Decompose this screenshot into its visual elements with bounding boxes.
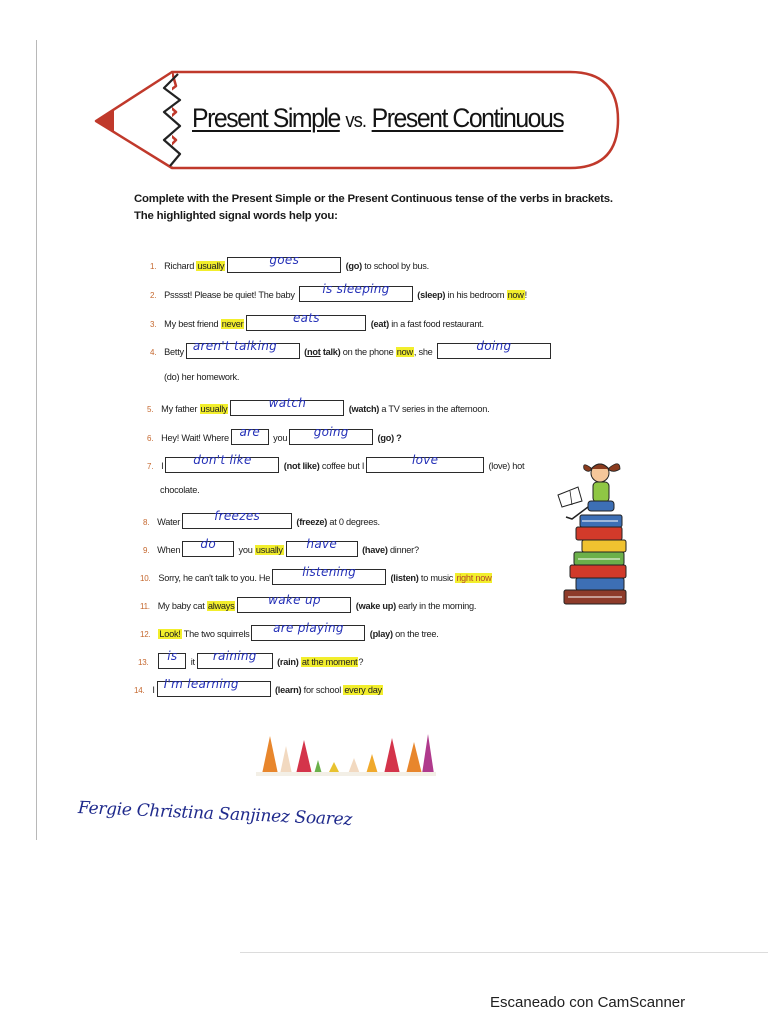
verb-hint-rest: talk) <box>320 347 341 357</box>
handwritten-answer: listening <box>302 565 357 579</box>
answer-box[interactable] <box>237 593 351 613</box>
instructions: Complete with the Present Simple or the Present Continuous tense of the verbs in brackets. The highlighted signal words help you: <box>134 193 613 222</box>
verb-hint: (sleep) <box>417 290 446 300</box>
item-number: 2. <box>150 291 157 300</box>
answer-box[interactable] <box>231 425 269 445</box>
item-number: 7. <box>147 462 154 471</box>
item-text: When <box>157 545 181 555</box>
answer-box[interactable] <box>289 425 373 445</box>
item-number: 14. <box>134 686 145 695</box>
verb-hint: (eat) <box>370 319 389 329</box>
item-text: it <box>190 657 195 667</box>
handwritten-answer: going <box>313 425 349 439</box>
answer-box[interactable] <box>246 311 366 331</box>
item-text: Richard <box>164 261 195 271</box>
worksheet-title <box>192 103 563 134</box>
item-text: I <box>152 685 155 695</box>
item-text: dinner? <box>389 545 419 555</box>
verb-hint: (play) <box>369 629 393 639</box>
answer-box[interactable] <box>299 282 413 302</box>
verb-hint-not: not <box>306 347 321 357</box>
item-text: in his bedroom <box>447 290 505 300</box>
signal-word: usually <box>197 261 225 271</box>
verb-hint: (have) <box>362 545 388 555</box>
signal-word: usually <box>255 545 283 555</box>
answer-box[interactable] <box>366 453 484 473</box>
item-number: 12. <box>140 630 151 639</box>
item-text: a TV series in the afternoon. <box>381 404 490 414</box>
signal-word: usually <box>200 404 228 414</box>
answer-box[interactable] <box>227 253 341 273</box>
exercise-item-10 <box>140 565 492 585</box>
handwritten-answer: wake up <box>268 593 321 607</box>
answer-box[interactable] <box>272 565 386 585</box>
item-text: in a fast food restaurant. <box>391 319 484 329</box>
item-number: 6. <box>147 434 154 443</box>
item-number: 11. <box>140 602 150 611</box>
item-text: to school by bus. <box>364 261 429 271</box>
exercise-item-8 <box>143 509 380 529</box>
item-number: 10. <box>140 574 151 583</box>
answer-box[interactable] <box>182 509 292 529</box>
item-number: 3. <box>150 320 157 329</box>
exercise-item-1 <box>150 253 429 273</box>
verb-hint: (go) ? <box>377 433 402 443</box>
handwritten-answer: I'm learning <box>163 677 239 691</box>
handwritten-answer: are playing <box>273 621 344 635</box>
exercise-item-3 <box>150 311 484 331</box>
item-text: Betty <box>164 347 184 357</box>
item-text: on the phone <box>342 347 394 357</box>
answer-box[interactable] <box>230 396 344 416</box>
item-number: 1. <box>150 262 157 271</box>
verb-hint: (freeze) <box>296 517 328 527</box>
exercise-item-7-continued: chocolate. <box>160 485 200 495</box>
item-number: 9. <box>143 546 150 555</box>
student-signature: Fergie Christina Sanjinez Soarez <box>77 798 353 830</box>
exercise-item-13 <box>138 649 364 669</box>
exercise-item-4-continued: (do) her homework. <box>164 372 240 382</box>
title-present-continuous: Present Continuous <box>371 103 564 133</box>
handwritten-answer: have <box>306 537 338 551</box>
item-text: My best friend <box>164 319 219 329</box>
handwritten-answer: do <box>200 537 216 551</box>
exercise-item-14 <box>134 677 383 697</box>
handwritten-answer: is <box>167 649 178 663</box>
girl-reading-on-books-icon <box>552 455 632 615</box>
signal-word: Look! <box>159 629 181 639</box>
item-text: Sorry, he can't talk to you. He <box>158 573 271 583</box>
item-text: Psssst! Please be quiet! The baby <box>164 290 295 300</box>
exercise-item-7 <box>147 453 525 473</box>
item-text: ? <box>358 657 364 667</box>
handwritten-answer: doing <box>476 339 512 353</box>
verb-hint: (not like) <box>283 461 320 471</box>
answer-box[interactable] <box>437 339 551 359</box>
answer-box[interactable] <box>286 537 358 557</box>
item-text: I <box>161 461 164 471</box>
exercise-item-11 <box>140 593 477 613</box>
verb-hint: (rain) <box>277 657 299 667</box>
item-text: , she <box>413 347 433 357</box>
title-vs: vs. <box>345 110 367 132</box>
signal-word: at the moment <box>301 657 358 667</box>
verb-hint: (go) <box>345 261 362 271</box>
handwritten-answer: are <box>239 425 261 439</box>
answer-box[interactable] <box>197 649 273 669</box>
signal-word: now <box>507 290 524 300</box>
item-text: at 0 degrees. <box>329 517 380 527</box>
exercise-item-2 <box>150 282 527 302</box>
answer-box[interactable] <box>186 339 300 359</box>
handwritten-answer: don't like <box>193 453 252 467</box>
scan-margin-line <box>36 40 37 840</box>
handwritten-answer: eats <box>292 311 320 325</box>
item-text: The two squirrels <box>183 629 250 639</box>
item-text: early in the morning. <box>398 601 477 611</box>
signal-word: now <box>396 347 413 357</box>
item-text: My baby cat <box>157 601 205 611</box>
handwritten-answer: freezes <box>214 509 261 523</box>
handwritten-answer: love <box>412 453 439 467</box>
answer-box[interactable] <box>157 677 271 697</box>
item-text: you <box>238 545 253 555</box>
item-text: (love) hot <box>488 461 525 471</box>
verb-hint <box>304 347 340 357</box>
scan-bottom-line <box>240 952 768 953</box>
item-text: you <box>273 433 288 443</box>
verb-hint: (wake up) <box>355 601 396 611</box>
signal-word: every day <box>344 685 382 695</box>
item-text: on the tree. <box>395 629 439 639</box>
colored-pencils-decoration-icon <box>256 732 436 776</box>
exercise-item-5 <box>147 396 490 416</box>
item-text: ! <box>524 290 527 300</box>
verb-hint: (listen) <box>390 573 419 583</box>
exercise-item-6 <box>147 425 402 445</box>
verb-hint: (learn) <box>275 685 302 695</box>
signal-word: always <box>207 601 235 611</box>
item-text: Water <box>157 517 181 527</box>
title-present-simple: Present Simple <box>192 103 340 133</box>
answer-box[interactable] <box>158 649 186 669</box>
verb-hint-open: ( <box>304 347 307 357</box>
verb-hint: (watch) <box>348 404 380 414</box>
item-text: Hey! Wait! Where <box>161 433 229 443</box>
exercise-item-12 <box>140 621 439 641</box>
item-text: My father <box>161 404 198 414</box>
item-text: for school <box>303 685 341 695</box>
signal-word: never <box>221 319 244 329</box>
item-number: 8. <box>143 518 150 527</box>
item-number: 4. <box>150 348 157 357</box>
item-text: coffee but I <box>321 461 365 471</box>
exercise-item-4 <box>150 339 553 359</box>
handwritten-answer: goes <box>269 253 300 267</box>
exercise-item-9 <box>143 537 419 557</box>
handwritten-answer: raining <box>212 649 257 663</box>
answer-box[interactable] <box>251 621 365 641</box>
item-text: to music <box>420 573 454 583</box>
handwritten-answer: watch <box>268 396 307 410</box>
answer-box[interactable] <box>165 453 279 473</box>
signal-word: right now <box>456 573 492 583</box>
handwritten-answer: is sleeping <box>322 282 390 296</box>
answer-box[interactable] <box>182 537 234 557</box>
item-number: 5. <box>147 405 154 414</box>
camscanner-footer: Escaneado con CamScanner <box>490 994 686 1011</box>
item-number: 13. <box>138 658 149 667</box>
handwritten-answer: aren't talking <box>192 339 278 353</box>
